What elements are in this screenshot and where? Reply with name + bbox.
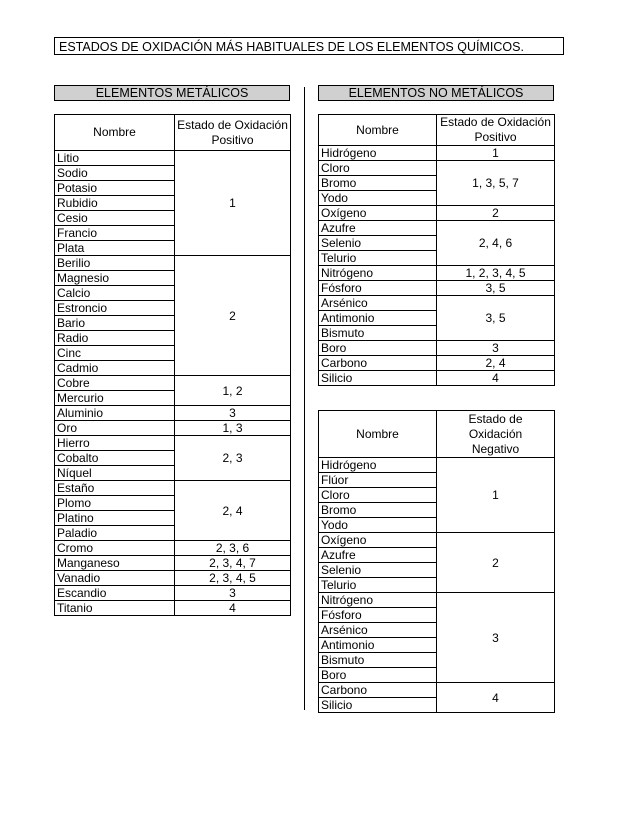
oxidation-state: 1 [175,151,291,256]
nm-pos-header-row [319,115,555,146]
oxidation-state: 3 [437,341,555,356]
element-name: Plata [55,241,175,256]
nm-neg-col-nombre: Nombre [319,411,437,458]
table-row [319,266,555,281]
element-name: Aluminio [55,406,175,421]
element-name: Hierro [55,436,175,451]
element-name: Estaño [55,481,175,496]
no-metales-heading: ELEMENTOS NO METÁLICOS [318,85,554,101]
oxidation-state: 2, 3, 4, 7 [175,556,291,571]
element-name: Bromo [319,176,437,191]
metales-table [54,114,291,616]
element-name: Magnesio [55,271,175,286]
oxidation-state: 3, 5 [437,281,555,296]
element-name: Bario [55,316,175,331]
element-name: Rubidio [55,196,175,211]
element-name: Boro [319,341,437,356]
element-name: Bromo [319,503,437,518]
element-name: Antimonio [319,638,437,653]
table-row [319,341,555,356]
table-row [319,221,555,236]
element-name: Selenio [319,563,437,578]
element-name: Bismuto [319,326,437,341]
table-row [55,571,291,586]
element-name: Nitrógeno [319,266,437,281]
oxidation-state: 2 [175,256,291,376]
oxidation-state: 4 [437,371,555,386]
table-row [55,436,291,451]
element-name: Francio [55,226,175,241]
table-row [55,421,291,436]
element-name: Sodio [55,166,175,181]
element-name: Cobalto [55,451,175,466]
oxidation-state: 1, 3 [175,421,291,436]
element-name: Cadmio [55,361,175,376]
element-name: Antimonio [319,311,437,326]
table-row [319,356,555,371]
oxidation-state: 3 [175,406,291,421]
table-row [55,256,291,271]
oxidation-state: 2, 3, 6 [175,541,291,556]
element-name: Calcio [55,286,175,301]
element-name: Fósforo [319,281,437,296]
element-name: Arsénico [319,623,437,638]
element-name: Escandio [55,586,175,601]
element-name: Oxígeno [319,206,437,221]
element-name: Oxígeno [319,533,437,548]
table-row [319,206,555,221]
element-name: Nitrógeno [319,593,437,608]
element-name: Litio [55,151,175,166]
element-name: Selenio [319,236,437,251]
oxidation-state: 1 [437,458,555,533]
oxidation-state: 1, 3, 5, 7 [437,161,555,206]
element-name: Telurio [319,578,437,593]
element-name: Flúor [319,473,437,488]
table-row [55,541,291,556]
oxidation-state: 1, 2, 3, 4, 5 [437,266,555,281]
table-row [319,458,555,473]
element-name: Estroncio [55,301,175,316]
metales-col-nombre: Nombre [55,115,175,151]
oxidation-state: 2, 3 [175,436,291,481]
element-name: Arsénico [319,296,437,311]
element-name: Mercurio [55,391,175,406]
nm-pos-col-nombre: Nombre [319,115,437,146]
element-name: Titanio [55,601,175,616]
metales-header-row [55,115,291,151]
element-name: Yodo [319,518,437,533]
oxidation-state: 2, 3, 4, 5 [175,571,291,586]
element-name: Carbono [319,683,437,698]
table-row [55,406,291,421]
element-name: Oro [55,421,175,436]
element-name: Hidrógeno [319,146,437,161]
table-row [55,376,291,391]
element-name: Cinc [55,346,175,361]
element-name: Potasio [55,181,175,196]
oxidation-state: 2, 4 [175,481,291,541]
element-name: Carbono [319,356,437,371]
element-name: Hidrógeno [319,458,437,473]
column-divider [304,87,305,710]
table-row [319,146,555,161]
nm-neg-header-row [319,411,555,458]
element-name: Plomo [55,496,175,511]
table-row [55,556,291,571]
oxidation-state: 2, 4 [437,356,555,371]
oxidation-state: 1, 2 [175,376,291,406]
table-row [319,533,555,548]
element-name: Berilio [55,256,175,271]
oxidation-state: 4 [175,601,291,616]
no-metales-negativo-table [318,410,555,713]
table-row [319,683,555,698]
element-name: Cesio [55,211,175,226]
element-name: Azufre [319,548,437,563]
element-name: Vanadio [55,571,175,586]
nm-neg-col-estado: Estado de Oxidación Negativo [437,411,555,458]
oxidation-state: 2 [437,533,555,593]
nm-pos-col-estado: Estado de Oxidación Positivo [437,115,555,146]
table-row [319,161,555,176]
oxidation-state: 2 [437,206,555,221]
element-name: Platino [55,511,175,526]
oxidation-state: 1 [437,146,555,161]
table-row [55,586,291,601]
table-row [319,281,555,296]
element-name: Fósforo [319,608,437,623]
oxidation-state: 2, 4, 6 [437,221,555,266]
element-name: Telurio [319,251,437,266]
metales-col-estado: Estado de Oxidación Positivo [175,115,291,151]
element-name: Silicio [319,371,437,386]
no-metales-positivo-table [318,114,555,386]
table-row [55,601,291,616]
element-name: Boro [319,668,437,683]
element-name: Silicio [319,698,437,713]
table-row [319,296,555,311]
element-name: Bismuto [319,653,437,668]
oxidation-state: 4 [437,683,555,713]
oxidation-state: 3 [175,586,291,601]
table-row [319,593,555,608]
metales-heading: ELEMENTOS METÁLICOS [54,85,290,101]
element-name: Cobre [55,376,175,391]
element-name: Azufre [319,221,437,236]
oxidation-state: 3, 5 [437,296,555,341]
table-row [319,371,555,386]
element-name: Radio [55,331,175,346]
page-title: ESTADOS DE OXIDACIÓN MÁS HABITUALES DE LOS ELEMENTOS QUÍMICOS. [54,37,564,55]
element-name: Cromo [55,541,175,556]
element-name: Cloro [319,161,437,176]
table-row [55,481,291,496]
oxidation-state: 3 [437,593,555,683]
element-name: Yodo [319,191,437,206]
table-row [55,151,291,166]
element-name: Manganeso [55,556,175,571]
element-name: Níquel [55,466,175,481]
element-name: Paladio [55,526,175,541]
element-name: Cloro [319,488,437,503]
